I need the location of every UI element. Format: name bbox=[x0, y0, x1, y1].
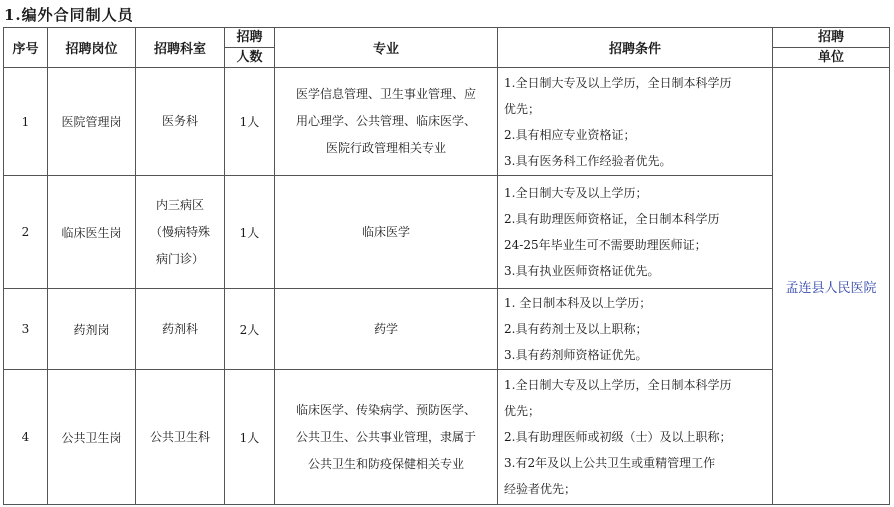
dept-line: （慢病特殊 bbox=[149, 224, 210, 239]
row-conditions bbox=[498, 370, 773, 505]
condition-line: 优先； bbox=[504, 101, 541, 116]
major-line: 用心理学、公共管理、临床医学、 bbox=[295, 114, 476, 128]
row-conditions bbox=[498, 176, 773, 289]
row-seq: 1 bbox=[4, 68, 48, 176]
condition-line: 2.具有相应专业资格证； bbox=[504, 127, 636, 142]
header-seq: 序号 bbox=[4, 28, 48, 68]
header-post: 招聘岗位 bbox=[48, 28, 136, 68]
row-major bbox=[275, 370, 498, 505]
header-major: 专业 bbox=[275, 28, 498, 68]
row-seq: 2 bbox=[4, 176, 48, 289]
row-dept bbox=[136, 176, 225, 289]
recruitment-table bbox=[3, 27, 890, 505]
major-line: 临床医学 bbox=[361, 224, 410, 239]
row-dept bbox=[136, 370, 225, 505]
condition-line: 24-25年毕业生可不需要助理医师证； bbox=[504, 238, 707, 252]
condition-line: 3.具有药剂师资格证优先。 bbox=[504, 348, 648, 362]
major-line: 公共卫生、公共事业管理，隶属于 bbox=[295, 429, 476, 444]
row-seq: 3 bbox=[4, 289, 48, 370]
major-line: 临床医学、传染病学、预防医学、 bbox=[295, 402, 476, 417]
header-unit-bottom: 单位 bbox=[773, 48, 890, 68]
condition-line: 优先； bbox=[504, 404, 541, 418]
row-post: 药剂岗 bbox=[48, 289, 136, 370]
header-count-top: 招聘 bbox=[225, 28, 275, 48]
condition-line: 3.具有执业医师资格证优先。 bbox=[504, 264, 660, 278]
row-post: 临床医生岗 bbox=[48, 176, 136, 289]
table-row bbox=[4, 68, 890, 176]
major-line: 医院行政管理相关专业 bbox=[325, 141, 446, 155]
row-post: 医院管理岗 bbox=[48, 68, 136, 176]
row-seq: 4 bbox=[4, 370, 48, 505]
condition-line: 1.全日制大专及以上学历； bbox=[504, 186, 648, 200]
row-major bbox=[275, 68, 498, 176]
dept-line: 医务科 bbox=[161, 114, 198, 128]
table-row bbox=[4, 370, 890, 505]
row-major bbox=[275, 289, 498, 370]
row-post: 公共卫生岗 bbox=[48, 370, 136, 505]
dept-line: 公共卫生科 bbox=[149, 429, 210, 444]
major-line: 医学信息管理、卫生事业管理、应 bbox=[295, 87, 476, 101]
condition-line: 2.具有助理医师或初级（士）及以上职称； bbox=[504, 430, 732, 444]
row-count: 1人 bbox=[225, 370, 275, 505]
condition-line: 1. 全日制本科及以上学历； bbox=[504, 296, 652, 310]
header-dept: 招聘科室 bbox=[136, 28, 225, 68]
row-conditions bbox=[498, 68, 773, 176]
dept-line: 病门诊） bbox=[155, 251, 204, 266]
condition-line: 1.全日制大专及以上学历，全日制本科学历 bbox=[504, 75, 732, 90]
condition-line: 2.具有助理医师资格证，全日制本科学历 bbox=[504, 212, 720, 226]
row-count: 1人 bbox=[225, 176, 275, 289]
condition-line: 3.具有医务科工作经验者优先。 bbox=[504, 153, 672, 168]
table-row bbox=[4, 176, 890, 289]
row-count: 2人 bbox=[225, 289, 275, 370]
dept-line: 内三病区 bbox=[155, 197, 204, 212]
dept-line: 药剂科 bbox=[161, 321, 198, 336]
row-dept bbox=[136, 68, 225, 176]
row-major bbox=[275, 176, 498, 289]
table-row bbox=[4, 289, 890, 370]
row-dept bbox=[136, 289, 225, 370]
row-count: 1人 bbox=[225, 68, 275, 176]
major-line: 药学 bbox=[373, 321, 398, 336]
header-conditions: 招聘条件 bbox=[498, 28, 773, 68]
condition-line: 经验者优先； bbox=[504, 482, 577, 496]
recruiting-unit: 孟连县人民医院 bbox=[773, 68, 890, 505]
header-unit-top: 招聘 bbox=[773, 28, 890, 48]
condition-line: 2.具有药剂士及以上职称； bbox=[504, 322, 648, 336]
header-count-bottom: 人数 bbox=[225, 48, 275, 68]
section-title: 1.编外合同制人员 bbox=[4, 6, 134, 24]
row-conditions bbox=[498, 289, 773, 370]
condition-line: 3.有2年及以上公共卫生或重精管理工作 bbox=[504, 456, 716, 470]
condition-line: 1.全日制大专及以上学历，全日制本科学历 bbox=[504, 378, 732, 392]
major-line: 公共卫生和防疫保健相关专业 bbox=[307, 456, 464, 471]
